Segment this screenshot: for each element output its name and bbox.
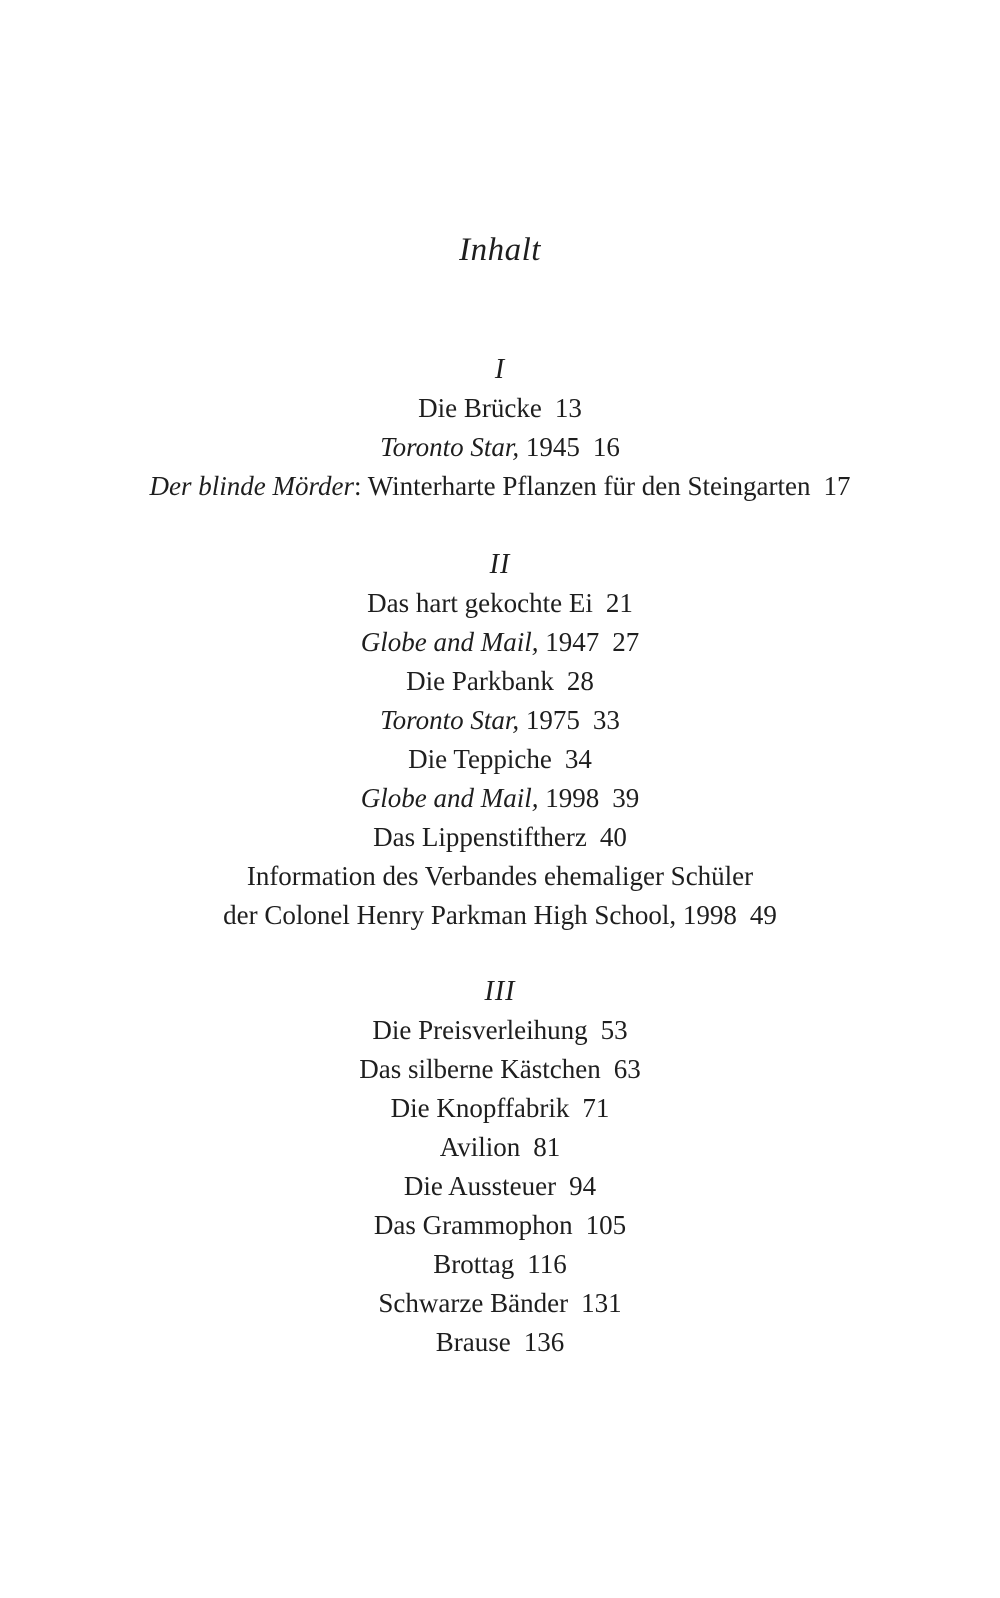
- entry-title: Das Grammophon: [373, 1210, 573, 1240]
- entry-page: 53: [600, 1015, 628, 1045]
- entry-title: 1947: [545, 627, 600, 657]
- entry-page: 94: [569, 1171, 597, 1201]
- entry-page: 40: [599, 822, 627, 852]
- toc-entry: [0, 1167, 1000, 1206]
- toc-entry: [0, 584, 1000, 623]
- entry-title: Die Teppiche: [408, 744, 552, 774]
- entry-title: Die Parkbank: [406, 666, 554, 696]
- toc-entry: [0, 1050, 1000, 1089]
- toc-section-1: [0, 350, 1000, 506]
- entry-italic: Globe and Mail,: [360, 627, 539, 657]
- entry-title: 1945: [525, 432, 580, 462]
- entry-title: : Winterharte Pflanzen für den Steingarten: [353, 471, 811, 501]
- entry-italic: Globe and Mail,: [360, 783, 539, 813]
- entry-page: 21: [605, 588, 633, 618]
- entry-page: 17: [823, 471, 851, 501]
- entry-title: Schwarze Bänder: [378, 1288, 569, 1318]
- toc-entry: [0, 1089, 1000, 1128]
- toc-entry: [0, 1284, 1000, 1323]
- toc-entry: [0, 857, 1000, 896]
- entry-title: Brottag: [433, 1249, 515, 1279]
- toc-entry: [0, 662, 1000, 701]
- toc-entry: [0, 818, 1000, 857]
- entry-page: 33: [592, 705, 620, 735]
- entry-title: Die Brücke: [418, 393, 542, 423]
- toc-entry: [0, 1128, 1000, 1167]
- toc-entry: [0, 623, 1000, 662]
- toc-entry: [0, 1323, 1000, 1362]
- toc-section-2: [0, 545, 1000, 935]
- entry-italic: Der blinde Mörder: [149, 471, 354, 501]
- entry-title: 1975: [525, 705, 580, 735]
- entry-title: 1998: [545, 783, 600, 813]
- section-numeral: III: [484, 976, 516, 1007]
- toc-entry: [0, 389, 1000, 428]
- entry-page: 27: [612, 627, 640, 657]
- toc-entry: [0, 740, 1000, 779]
- entry-title: Das hart gekochte Ei: [367, 588, 593, 618]
- entry-page: 28: [566, 666, 594, 696]
- entry-title: Avilion: [439, 1132, 521, 1162]
- toc-entry: [0, 779, 1000, 818]
- toc-entry: [0, 1011, 1000, 1050]
- entry-page: 81: [533, 1132, 561, 1162]
- entry-page: 71: [582, 1093, 610, 1123]
- entry-title: Das Lippenstiftherz: [373, 822, 587, 852]
- toc-entry: [0, 1245, 1000, 1284]
- entry-page: 116: [527, 1249, 567, 1279]
- page-title: Inhalt: [459, 232, 541, 268]
- toc-entry: [0, 701, 1000, 740]
- toc-section-3: [0, 972, 1000, 1362]
- entry-page: 13: [554, 393, 582, 423]
- toc-entry: [0, 896, 1000, 935]
- entry-page: 131: [581, 1288, 622, 1318]
- toc-entry: [0, 1206, 1000, 1245]
- section-numeral: I: [494, 354, 506, 385]
- entry-page: 16: [592, 432, 620, 462]
- entry-title: Information des Verbandes ehemaliger Schüler: [246, 861, 754, 891]
- section-numeral: II: [489, 549, 511, 580]
- entry-page: 34: [564, 744, 592, 774]
- toc-entry: [0, 428, 1000, 467]
- entry-italic: Toronto Star,: [380, 432, 520, 462]
- entry-page: 105: [585, 1210, 627, 1240]
- toc-entry: [0, 467, 1000, 506]
- entry-page: 49: [749, 900, 777, 930]
- entry-page: 63: [613, 1054, 641, 1084]
- entry-italic: Toronto Star,: [380, 705, 520, 735]
- entry-title: Die Preisverleihung: [372, 1015, 588, 1045]
- entry-page: 136: [523, 1327, 565, 1357]
- entry-title: Die Knopffabrik: [390, 1093, 570, 1123]
- entry-title: Brause: [435, 1327, 511, 1357]
- entry-title: der Colonel Henry Parkman High School, 1998: [223, 900, 737, 930]
- entry-title: Die Aussteuer: [403, 1171, 557, 1201]
- entry-title: Das silberne Kästchen: [359, 1054, 601, 1084]
- entry-page: 39: [612, 783, 640, 813]
